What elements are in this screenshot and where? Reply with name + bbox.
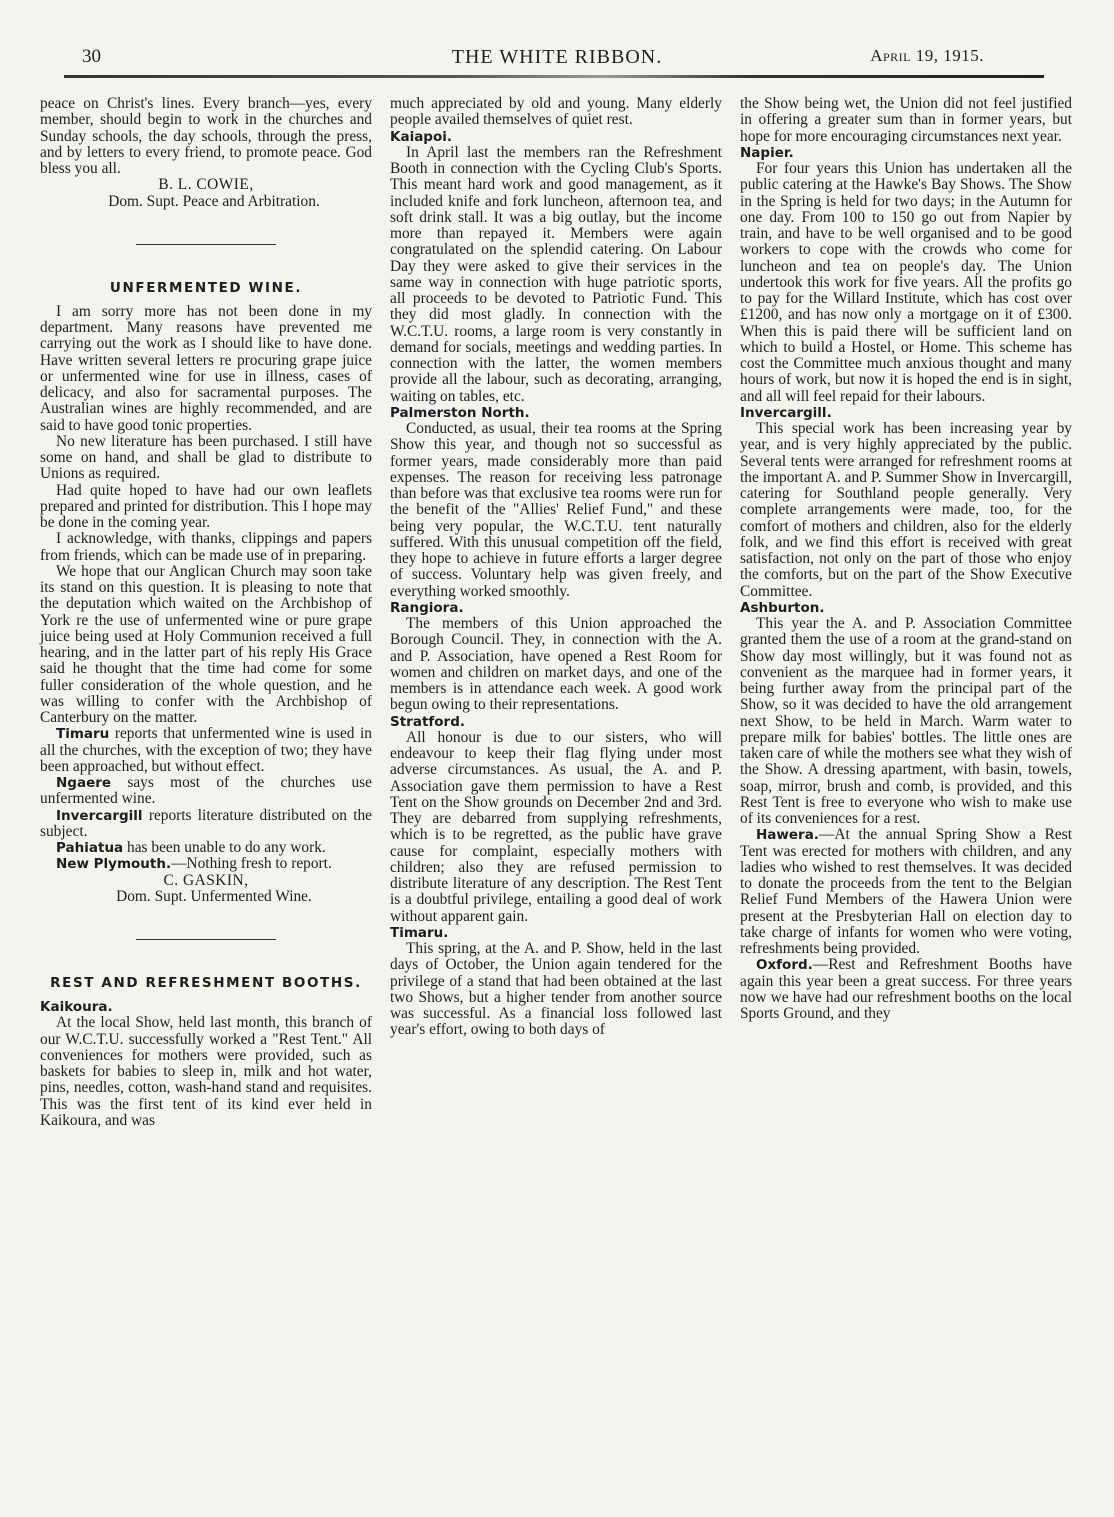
column-2	[390, 96, 722, 1039]
branch-report-oxford	[740, 957, 1072, 1022]
branch-report-pahiatua	[40, 840, 372, 856]
header-rule	[64, 75, 1044, 78]
column-1	[40, 96, 372, 1129]
paragraph: All honour is due to our sisters, who will endeavour to keep their flag flying under most adverse circumstances. As usual, the A. and P. Association gave them permission to have a Rest Tent on the Show grounds on December 2nd and 3rd. They are debarred from supplying refreshments, which is to be regretted, as the public have grave cause for complaint, especially mothers with children; also they are refused permission to distribute literature of any description. The Rest Tent is a doubtful privilege, entailing a good deal of work without apparent gain.	[390, 728, 722, 925]
signature-name: C. GASKIN,	[163, 871, 249, 889]
branch-report-hawera	[740, 827, 1072, 957]
branch-name: Pahiatua	[56, 840, 124, 856]
paragraph: Had quite hoped to have had our own leaflets prepared and printed for distribution. This I hope may be done in the coming year.	[40, 481, 372, 531]
paragraph: The members of this Union approached the Borough Council. They, in connection with the A. and P. Association, have opened a Rest Room for women and children on market days, and one of the members is in attendance each week. A good work begun owing to their representations.	[390, 615, 722, 714]
branch-text: has been unable to do any work.	[127, 839, 326, 856]
branch-text: —Nothing fresh to report.	[171, 855, 332, 873]
page-number: 30	[82, 46, 101, 67]
branch-heading-stratford: Stratford.	[390, 713, 465, 730]
branch-name: Ngaere	[56, 775, 112, 791]
page-header	[60, 46, 1054, 72]
branch-heading-timaru: Timaru.	[390, 924, 449, 941]
branch-name: New Plymouth.	[56, 856, 172, 873]
section-divider	[136, 939, 276, 940]
branch-name: Hawera.	[756, 827, 819, 844]
paragraph: I acknowledge, with thanks, clippings and papers from friends, which can be made use of in preparing.	[40, 530, 372, 564]
branch-heading-rangiora: Rangiora.	[390, 599, 464, 616]
branch-text: reports that unfermented wine is used in all the churches, with the exception of two; they have been approached, but without effect.	[40, 725, 372, 775]
paragraph: In April last the members ran the Refreshment Booth in connection with the Cycling Club's Sports. This meant hard work and good management, as it included knife and fork luncheon, afternoon tea, and soft drink stall. It was a big outlay, but the income more than repayed it. Members were again congratulated on the splendid catering. On Labour Day they were asked to give their services in the same way in connection with huge patriotic sports, all proceeds to be devoted to Patriotic Fund. This they did most gladly. In connection with the W.C.T.U. rooms, a large room is very constantly in demand for socials, meetings and wedding parties. In connection with the latter, the women members provide all the labour, such as decorating, arranging, waiting on tables, etc.	[390, 143, 722, 405]
section-title-unfermented-wine: UNFERMENTED WINE.	[109, 279, 303, 296]
branch-report-invercargill	[40, 808, 372, 841]
branch-text: —Rest and Refreshment Booths have again this year been a great success. For three years now we have had our refreshment booths on the local Sports Ground, and they	[740, 956, 1072, 1022]
branch-heading-napier: Napier.	[740, 144, 794, 161]
paragraph: This special work has been increasing year by year, and is very highly appreciated by the public. Several tents were arranged for refreshment rooms at the important A. and P. Summer Show in Invercargill, catering for Southland people generally. Very complete arrangements were made, too, for the comfort of mothers and children, also for the elderly folk, and we find this effort is received with great satisfaction, not only on the part of those who enjoy the comforts, but on the part of the Show Executive Committee.	[740, 420, 1072, 600]
paragraph: This spring, at the A. and P. Show, held in the last days of October, the Union again tendered for the privilege of a stand that had been obtained at the last two Shows, but a higher tender from another source was successful. As a financial loss followed last year's effort, owing to both days of	[390, 940, 722, 1039]
paragraph: I am sorry more has not been done in my department. Many reasons have prevented me carrying out the work as I should like to have done. Have written several letters re procuring grape juice or unfermented wine for use in illness, cases of delicacy, and also for sacramental purposes. The Australian wines are highly recommended, and are said to have good tonic properties.	[40, 302, 372, 434]
paragraph: We hope that our Anglican Church may soon take its stand on this question. It is pleasing to note that the deputation which waited on the Archbishop of York re the use of unfermented wine or pure grape juice being used at Holy Communion received a full hearing, and in the latter part of his reply His Grace said he thought that the time had come for some fuller consideration of the whole question, and he was willing to confer with the Archbishop of Canterbury on the matter.	[40, 562, 372, 726]
branch-name: Invercargill	[56, 807, 143, 824]
article-continuation: much appreciated by old and young. Many elderly people availed themselves of quiet rest.	[390, 95, 722, 129]
issue-date: April 19, 1915.	[870, 46, 984, 65]
branch-report-new-plymouth	[40, 856, 372, 872]
signature-name: B. L. COWIE,	[158, 176, 254, 194]
branch-heading-kaiapoi: Kaiapoi.	[390, 128, 453, 145]
branch-name: Timaru	[56, 726, 110, 743]
section-divider	[136, 244, 276, 245]
publication-title: THE WHITE RIBBON.	[451, 46, 663, 68]
branch-text: reports literature distributed on the subject.	[40, 806, 372, 840]
column-3	[740, 96, 1072, 1022]
branch-name: Oxford.	[756, 957, 813, 974]
paragraph: This year the A. and P. Association Committee granted them the use of a room at the grand-stand on Show day most willingly, but it was found not as convenient as the marquee had in former years, it being further away from the principal part of the Show, so it was decided to have the old arrangement next Show, to be held in March. Warm water to prepare milk for babies' bottles. The little ones are taken care of while the mothers see what they wish of the Show. A dressing apartment, with basin, towels, soap, mirror, brush and comb, is provided, and this Rest Tent is free to everyone who wish to make use of its conveniences for a rest.	[740, 615, 1072, 827]
branch-heading-kaikoura: Kaikoura.	[40, 999, 113, 1015]
article-continuation: the Show being wet, the Union did not feel justified in offering a greater sum than in former years, but hope for more encouraging circumstances next year.	[740, 95, 1072, 145]
paragraph: At the local Show, held last month, this branch of our W.C.T.U. successfully worked a "Rest Tent." All conveniences for mothers were provided, such as baskets for babies to sleep in, milk and hot water, pins, needles, cotton, wash-hand stand and requisites. This was the first tent of its kind ever held in Kaikoura, and was	[40, 1014, 372, 1129]
branch-report-ngaere	[40, 775, 372, 808]
branch-heading-invercargill: Invercargill.	[740, 404, 832, 421]
signature-title: Dom. Supt. Peace and Arbitration.	[108, 192, 320, 210]
paragraph: For four years this Union has undertaken all the public catering at the Hawke's Bay Shows. The Show in the Spring is held for two days; in the Autumn for one day. From 100 to 150 go out from Napier by train, and have to be well organised and to be good workers to cope with the crowds who come for luncheon and tea on people's day. The Union undertook this work for five years. All the profits go to pay for the Willard Institute, which has cost over £1200, and has now only a mortgage on it of £300. When this is paid there will be sufficient land on which to build a Hostel, or Home. This scheme has cost the Committee much anxious thought and many hours of work, but now it is hoped the end is in sight, and all will feel repaid for their labours.	[740, 160, 1072, 405]
paragraph: Conducted, as usual, their tea rooms at the Spring Show this year, and though not so successful as former years, made considerably more than paid expenses. The reason for receiving less patronage than before was that exclusive tea rooms were run for the benefit of the "Allies' Relief Fund," and these being very popular, the W.C.T.U. tent naturally suffered. With this unusual competition off the field, they hope to achieve in future efforts a larger degree of success. Voluntary help was given freely, and everything worked smoothly.	[390, 420, 722, 600]
signature-title: Dom. Supt. Unfermented Wine.	[116, 887, 312, 905]
section-title-booths: REST AND REFRESHMENT BOOTHS.	[50, 975, 362, 991]
branch-report-timaru	[40, 726, 372, 775]
branch-heading-ashburton: Ashburton.	[740, 599, 825, 616]
paragraph: No new literature has been purchased. I still have some on hand, and shall be glad to distribute to Unions as required.	[40, 432, 372, 483]
branch-text: says most of the churches use unfermented wine.	[40, 774, 372, 808]
branch-heading-palmerston-north: Palmerston North.	[390, 404, 530, 421]
article-continuation: peace on Christ's lines. Every branch—yes, every member, should begin to work in the churches and Sunday schools, the day schools, through the press, and by letters to every friend, to promote peace. God bless you all.	[40, 95, 372, 177]
branch-text: —At the annual Spring Show a Rest Tent was erected for mothers with children, and any ladies who wished to rest themselves. It was decided to donate the proceeds from the tent to the Belgian Relief Fund Members of the Hawera Union were present at the Presbyterian Hall on election day to take charge of infants for women who were voting, refreshments being provided.	[740, 826, 1072, 957]
